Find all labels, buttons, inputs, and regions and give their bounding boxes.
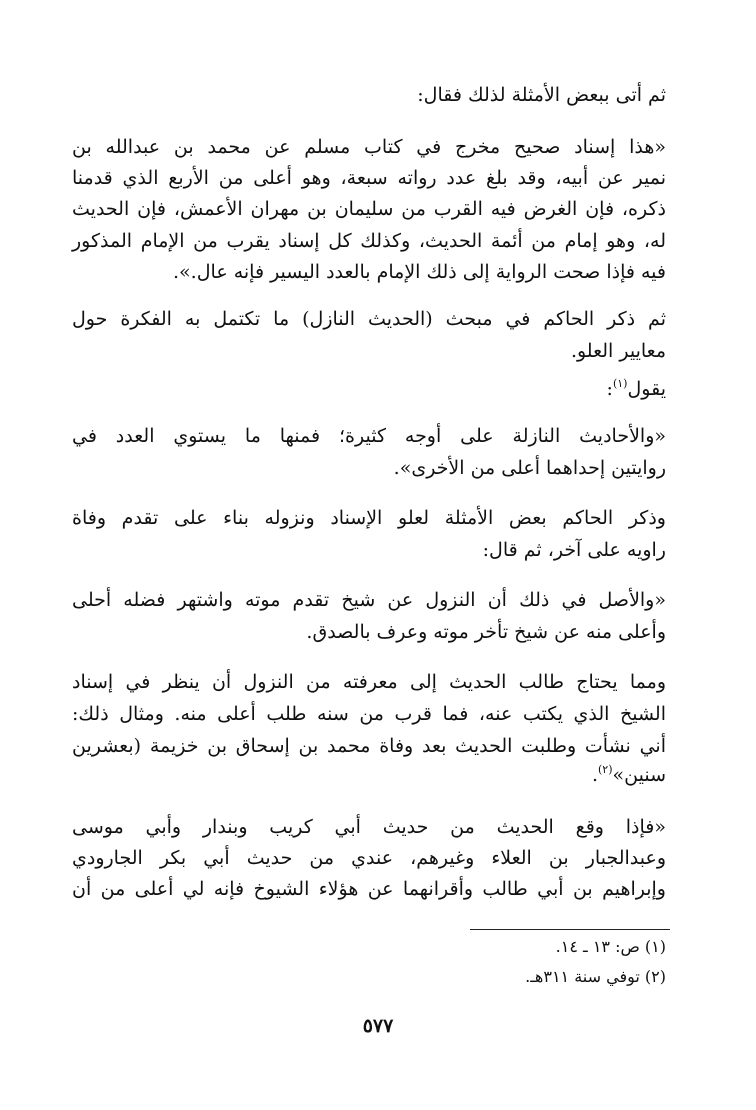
text-line: فيه فإذا صحت الرواية إلى ذلك الإمام بالعدد اليسير فإنه عال.». xyxy=(173,261,666,283)
text-line: ومما يحتاج طالب الحديث إلى معرفته من النزول أن ينظر في إسناد xyxy=(72,671,666,693)
text-line: الشيخ الذي يكتب عنه، فما قرب من سنه طلب أعلى منه. ومثال ذلك: xyxy=(72,703,666,725)
text-line xyxy=(72,760,666,790)
text-line: وأعلى منه عن شيخ تأخر موته وعرف بالصدق. xyxy=(306,621,666,643)
yaqul-text: يقول xyxy=(627,378,666,400)
text-line: ذكره، فإن الغرض فيه القرب من سليمان بن مهران الأعمش، فإن الحديث xyxy=(72,198,666,220)
footnote-1: (١) ص: ١٣ ـ ١٤. xyxy=(555,937,666,956)
sinin-text: سنين» xyxy=(612,764,666,786)
text-line: روايتين إحداهما أعلى من الأخرى». xyxy=(393,457,666,479)
text-line: أني نشأت وطلبت الحديث بعد وفاة محمد بن إسحاق بن خزيمة (بعشرين xyxy=(72,735,666,757)
period: . xyxy=(591,764,598,786)
text-line: «والأحاديث النازلة على أوجه كثيرة؛ فمنها ما يستوي العدد في xyxy=(72,425,666,447)
footnote-ref-1: (١) xyxy=(612,377,628,390)
text-line: معايير العلو. xyxy=(570,340,666,362)
text-line: «والأصل في ذلك أن النزول عن شيخ تقدم موته واشتهر فضله أحلى xyxy=(72,589,666,611)
footnote-2: (٢) توفي سنة ٣١١هـ. xyxy=(525,967,666,986)
text-line: وذكر الحاكم بعض الأمثلة لعلو الإسناد ونزوله بناء على تقدم وفاة xyxy=(72,507,666,529)
text-line: له، وهو إمام من أئمة الحديث، وكذلك كل إسناد يقرب من الإمام المذكور xyxy=(72,230,666,252)
text-line: وإبراهيم بن أبي طالب وأقرانهما عن هؤلاء الشيوخ فإنه لي أعلى من أن xyxy=(72,878,666,900)
footnote-ref-2: (٢) xyxy=(598,763,613,776)
text-line: راويه على آخر، ثم قال: xyxy=(482,539,666,561)
page-number: ٥٧٧ xyxy=(362,1015,394,1037)
text-line: «هذا إسناد صحيح مخرج في كتاب مسلم عن محمد بن عبدالله بن xyxy=(72,136,666,158)
text-line: وعبدالجبار بن العلاء وغيرهم، عندي من حديث أبي بكر الجارودي xyxy=(72,847,666,869)
text-line: «فإذا وقع الحديث من حديث أبي كريب وبندار وأبي موسى xyxy=(72,816,666,838)
colon: : xyxy=(606,378,613,400)
text-line: نمير عن أبيه، وقد بلغ عدد رواته سبعة، وهو أعلى من الأربع الذي قدمنا xyxy=(72,167,666,189)
text-line xyxy=(72,374,666,404)
footnote-separator xyxy=(470,929,670,930)
text-line: ثم ذكر الحاكم في مبحث (الحديث النازل) ما تكتمل به الفكرة حول xyxy=(72,308,666,330)
intro-line: ثم أتى ببعض الأمثلة لذلك فقال: xyxy=(417,84,666,106)
